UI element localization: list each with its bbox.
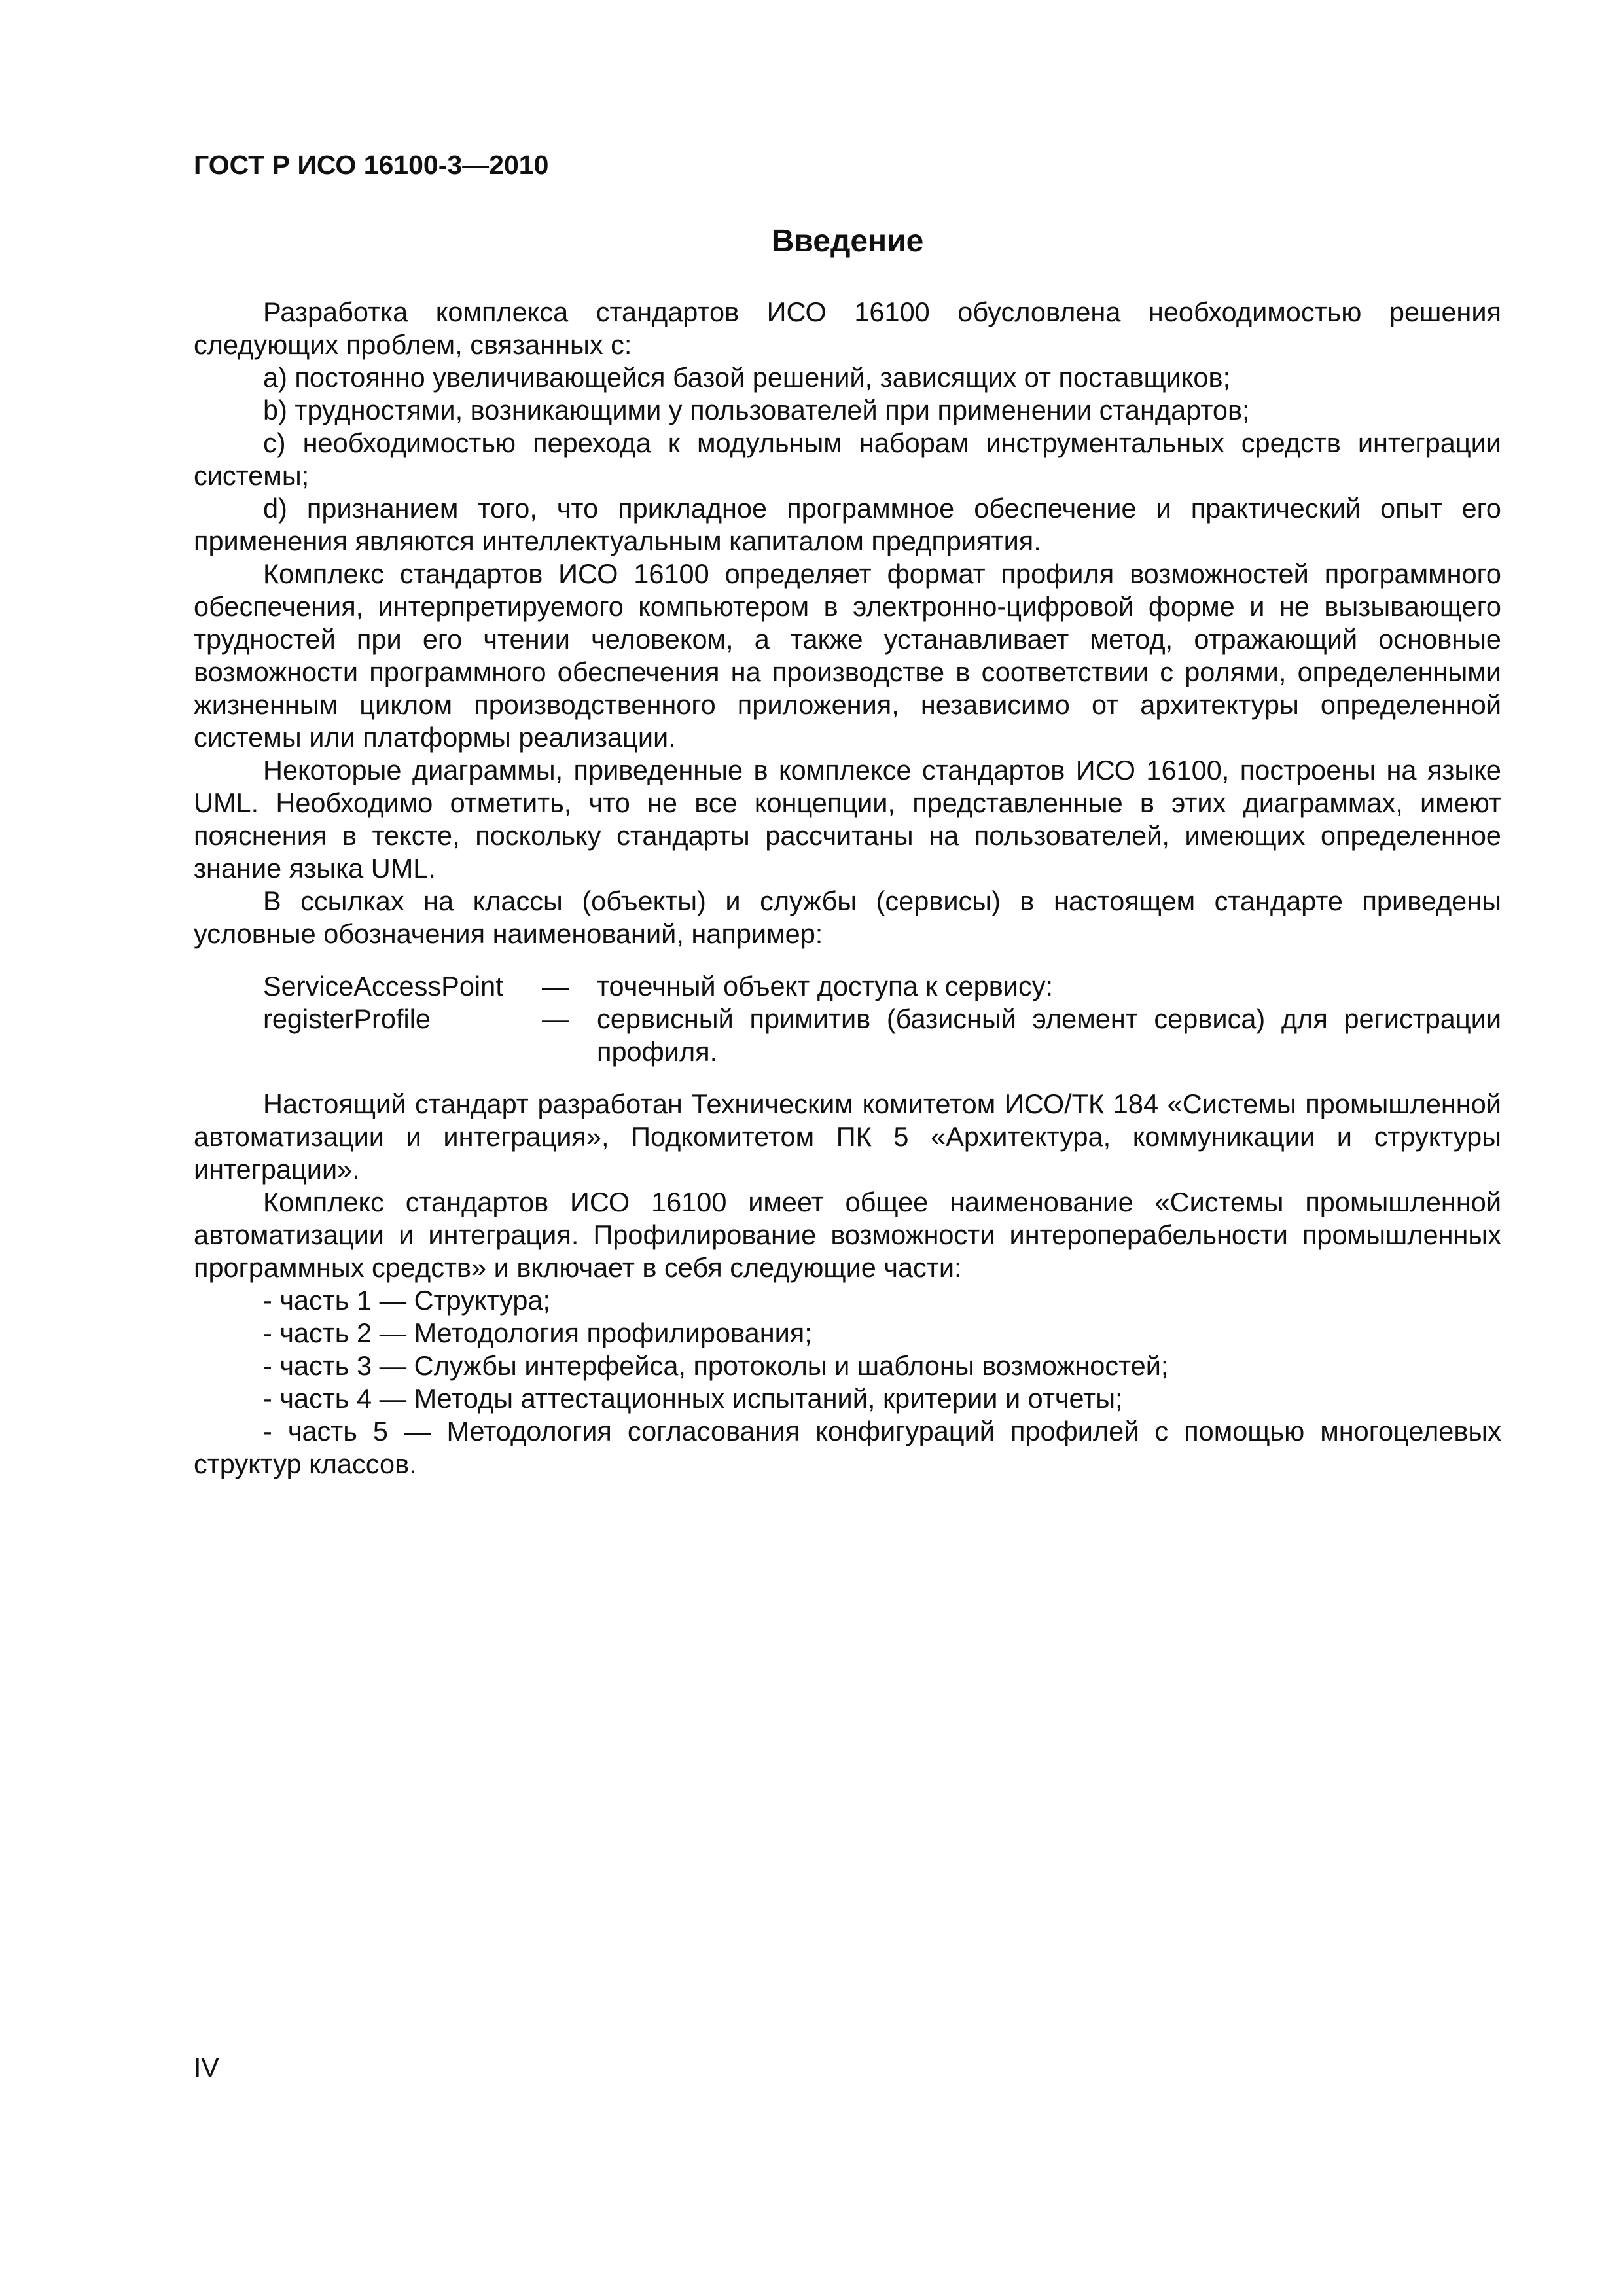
list-item-c: c) необходимостью перехода к модульным наборам инструментальных средств интеграции системы; xyxy=(194,427,1501,491)
document-body xyxy=(194,296,1501,1480)
paragraph-committee: Настоящий стандарт разработан Техническим комитетом ИСО/ТК 184 «Системы промышленной автоматизации и интеграция», Подкомитетом ПК 5 «Архитектура, коммуникации и структуры интеграции». xyxy=(194,1088,1501,1185)
paragraph-profile-format: Комплекс стандартов ИСО 16100 определяет формат профиля возможностей программного обеспечения, интерпретируемого компьютером в электронно-цифровой форме и не вызывающего трудностей при его чтении человеком, а также устанавливает метод, отражающий основные возможности программного обеспечения на производстве в соответствии с ролями, определенными жизненным циклом производственного приложения, независимо от архитектуры определенной системы или платформы реализации. xyxy=(194,558,1501,753)
list-item-a: a) постоянно увеличивающейся базой решений, зависящих от поставщиков; xyxy=(263,362,1231,393)
part-item-3: - часть 3 — Службы интерфейса, протоколы и шаблоны возможностей; xyxy=(263,1350,1169,1381)
definition-term: registerProfile xyxy=(263,1003,431,1034)
page-number: IV xyxy=(194,2053,219,2083)
paragraph-uml: Некоторые диаграммы, приведенные в комплексе стандартов ИСО 16100, построены на языке UML. Необходимо отметить, что не все концепции, представленные в этих диаграммах, имеют пояснения в тексте, поскольку стандарты рассчитаны на пользователей, имеющих определенное знание языка UML. xyxy=(194,755,1501,884)
standard-code-header: ГОСТ Р ИСО 16100-3—2010 xyxy=(194,150,549,180)
part-item-4: - часть 4 — Методы аттестационных испытаний, критерии и отчеты; xyxy=(263,1383,1123,1414)
part-item-5: - часть 5 — Методология согласования конфигураций профилей с помощью многоцелевых структур классов. xyxy=(194,1416,1501,1479)
definition-dash: — xyxy=(542,1003,569,1034)
definition-term: ServiceAccessPoint xyxy=(263,971,503,1001)
paragraph-naming-conventions: В ссылках на классы (объекты) и службы (сервисы) в настоящем стандарте приведены условные обозначения наименований, например: xyxy=(194,886,1501,949)
definition-row xyxy=(194,970,1501,1003)
part-item-2: - часть 2 — Методология профилирования; xyxy=(263,1318,812,1348)
section-title: Введение xyxy=(771,224,924,259)
definitions-list xyxy=(194,970,1501,1068)
intro-paragraph: Разработка комплекса стандартов ИСО 16100 обусловлена необходимостью решения следующих проблем, связанных с: xyxy=(194,296,1501,360)
definition-row xyxy=(194,1003,1501,1068)
part-item-1: - часть 1 — Структура; xyxy=(263,1285,551,1316)
list-item-b: b) трудностями, возникающими у пользователей при применении стандартов; xyxy=(263,395,1250,425)
paragraph-series-title: Комплекс стандартов ИСО 16100 имеет общее наименование «Системы промышленной автоматизации и интеграция. Профилирование возможности интероперабельности промышленных программных средств» и включает в себя следующие части: xyxy=(194,1187,1501,1283)
definition-description: точечный объект доступа к сервису: xyxy=(597,971,1053,1001)
definition-description: сервисный примитив (базисный элемент сервиса) для регистрации профиля. xyxy=(597,1003,1501,1067)
list-item-d: d) признанием того, что прикладное программное обеспечение и практический опыт его применения являются интеллектуальным капиталом предприятия. xyxy=(194,493,1501,556)
definition-dash: — xyxy=(542,971,569,1001)
